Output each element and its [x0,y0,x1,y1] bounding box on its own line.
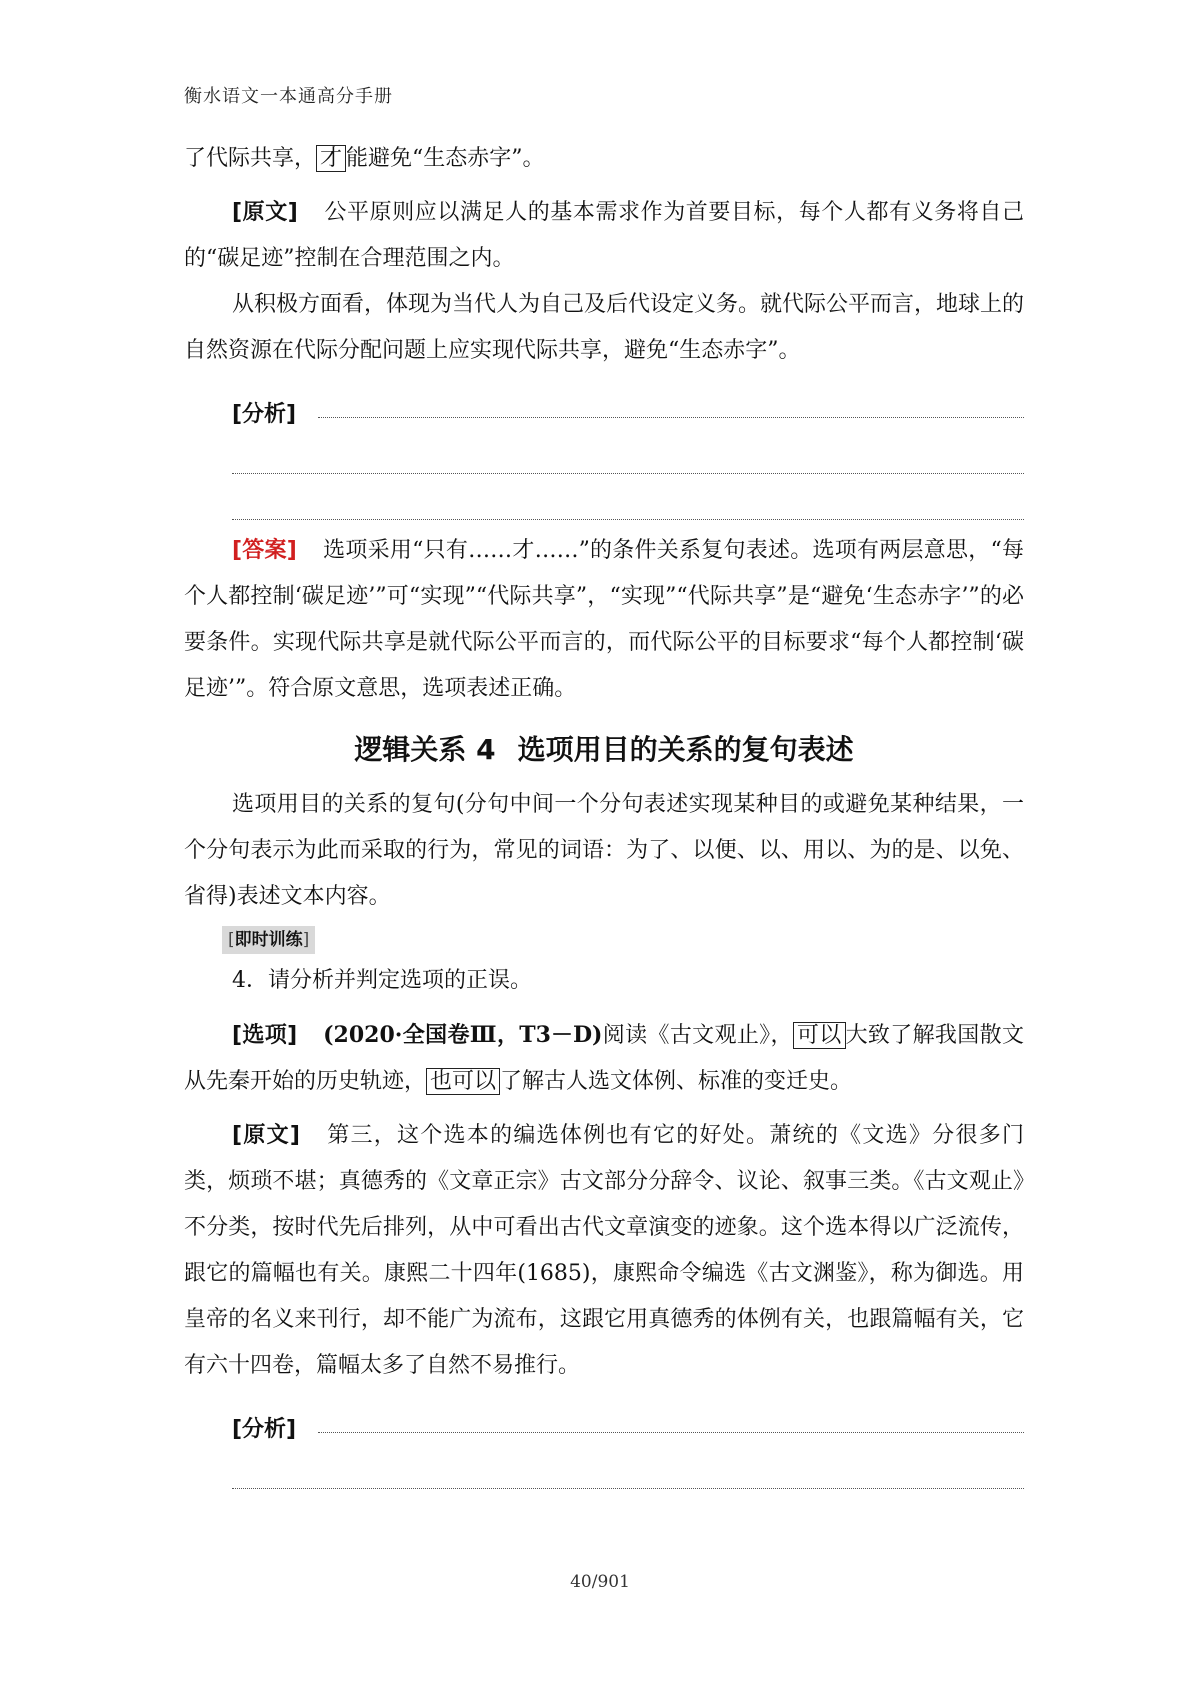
page-content [184,136,1024,1489]
option-tag: [选项] [232,1023,298,1048]
answer-blank-line-5[interactable] [232,1443,1024,1489]
answer-body: 选项采用“只有……才……”的条件关系复句表述。选项有两层意思，“每个人都控制‘碳足迹’”可“实现”“代际共享”，“实现”“代际共享”是“避免‘生态赤字’”的必要条件。实现代际共享是就代际公平而言的，而代际公平的目标要求“每个人都控制‘碳足迹’”。符合原文意思，选项表述正确。 [184,538,1024,701]
analysis-tag-2: [分析] [232,1417,297,1442]
original-text-tag-2: [原文] [232,1123,300,1148]
original-text-paragraph-3 [184,1113,1024,1389]
section-heading: 选项用目的关系的复句表述 [517,733,854,766]
page-header: 衡水语文一本通高分手册 [184,86,393,107]
original-text-body: 公平原则应以满足人的基本需求作为首要目标，每个人都有义务将自己的“碳足迹”控制在合理范围之内。 [184,200,1024,271]
original-text-tag: [原文] [232,200,298,225]
section-intro: 选项用目的关系的复句(分句中间一个分句表述实现某种目的或避免某种结果，一个分句表示为此而采取的行为，常见的词语：为了、以便、以、用以、为的是、以免、省得)表述文本内容。 [184,792,1024,909]
continued-option-line [184,136,1024,182]
section-number: 逻辑关系 4 [354,733,496,766]
analysis-answer-line [232,382,1024,428]
answer-blank-line-3[interactable] [232,474,1024,520]
answer-tag: [答案] [232,538,297,563]
original-text-paragraph [184,190,1024,282]
answer-blank-line[interactable] [318,401,1024,418]
section-title [184,724,1024,776]
answer-blank-line-2[interactable] [232,428,1024,474]
line-end: 能避免“生态赤字”。 [346,146,545,171]
original-text-paragraph-2: 从积极方面看，体现为当代人为自己及后代设定义务。就代际公平而言，地球上的自然资源在代际分配问题上应实现代际共享，避免“生态赤字”。 [184,292,1025,363]
original-text-body-2: 第三，这个选本的编选体例也有它的好处。萧统的《文选》分很多门类，烦琐不堪；真德秀的《文章正宗》古文部分分辞令、议论、叙事三类。《古文观止》不分类，按时代先后排列，从中可看出古代文章演变的迹象。这个选本得以广泛流传，跟它的篇幅也有关。康熙二十四年(1685)，康熙命令编选《古文渊鉴》，称为御选。用皇帝的名义来刊行，却不能广为流布，这跟它用真德秀的体例有关，也跟篇幅有关，它有六十四卷，篇幅太多了自然不易推行。 [184,1123,1024,1378]
training-label: [即时训练] [222,926,315,954]
line-start: 了代际共享， [184,146,317,171]
option-paragraph: [选项] (2020·全国卷Ⅲ，T3－D)阅读《古文观止》， 可以 大致了解我国散文从先秦开始的历史轨迹， 也可以 了解古人选文体例、标准的变迁史。 [184,1022,1024,1094]
boxed-keyword-1: 可以 [793,1022,846,1049]
boxed-keyword: 才 [316,145,346,172]
answer-paragraph [184,528,1024,712]
analysis-answer-line-2 [232,1397,1024,1443]
question-line: 4．请分析并判定选项的正误。 [232,968,532,993]
page-number: 40/901 [570,1572,630,1592]
answer-blank-line-4[interactable] [318,1416,1024,1433]
analysis-tag: [分析] [232,402,297,427]
boxed-keyword-2: 也可以 [426,1068,500,1095]
option-source: (2020·全国卷Ⅲ，T3－D) [323,1022,603,1048]
